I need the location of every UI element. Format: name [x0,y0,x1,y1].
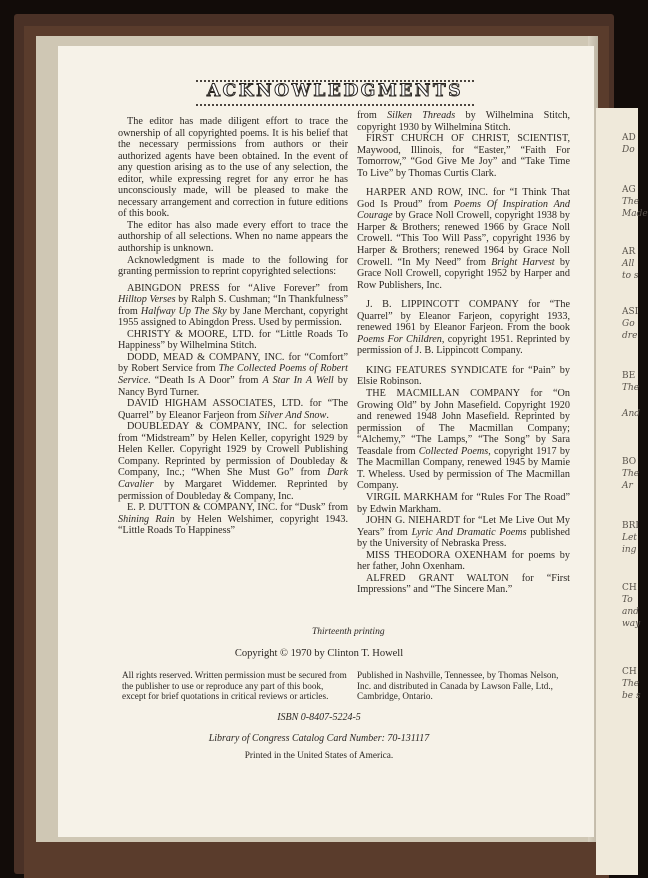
acknowledgment-entry: HARPER AND ROW, INC. for “I Think That God Is Proud” from Poems Of Inspiration And Courage by Grace Noll Crowell, copyright 1938 by Harper & Brothers; renewed 1966 by Grace Noll Crowell. “This Too Will Pass”, copyright 1936 by Harper & Brothers; renewed 1964 by Grace Noll Crowell. “In My Need” from Bright Harvest by Grace Noll Crowell, copyright 1952 by Harper and Row Publishers, Inc. [357,187,571,291]
facing-fragment: AD Do [622,133,636,155]
facing-fragment: CH The be s [622,667,641,701]
page-title: ACKNOWLEDGMENTS [206,81,464,101]
intro-paragraph: The editor has made diligent effort to trace the ownership of all copyrighted poems. It is his belief that the necessary permissions from authors or their authorized agents have been obtained. In the event of any question arising as to the use of any selection, the editor, while expressing regret for any error he has unconsciously made, will be pleased to make the necessary arrangement and correction in future editions of this book. [118,116,348,220]
facing-fragment: BO The Ar [622,457,640,491]
acknowledgment-entry: VIRGIL MARKHAM for “Rules For The Road” by Edwin Markham. [357,491,570,515]
acknowledgment-entry: DOUBLEDAY & COMPANY, INC. for selection from “Midstream” by Helen Keller, copyright 1929 by Helen Keller. Copyright 1929 by Crowell Publishing Company. Reprinted by permission of Doubleday & Company, Inc.; “When She Must Go” from Dark Cavalier by Margaret Widdemer. Reprinted by permission of Doubleday & Company, Inc. [118,421,348,502]
facing-fragment: BE The And [622,371,641,419]
acknowledgment-entry: from Silken Threads by Wilhelmina Stitch, copyright 1930 by Wilhelmina Stitch. [357,110,570,133]
catalog-number: Library of Congress Catalog Card Number: 70-131117 [208,733,430,744]
acknowledgment-entry: FIRST CHURCH OF CHRIST, SCIENTIST, Maywood, Illinois, for “Easter,” “Faith For Tomorrow,” “God Give Me Joy” and “Take Time To Live” by Thomas Curtis Clark. [357,133,570,179]
facing-fragment: AG The Made [622,185,648,219]
right-column [357,110,570,596]
facing-fragment: AR All to s [622,247,639,281]
facing-fragment: ASI Go dre [622,307,639,341]
rights-statement: All rights reserved. Written permission must be secured from the publisher to use or reproduce any part of this book, except for brief quotations in critical reviews or articles. [122,670,347,702]
publisher-statement: Published in Nashville, Tennessee, by Thomas Nelson, Inc. and distributed in Canada by Lawson Falle, Ltd., Cambridge, Ontario. [357,670,559,702]
left-column [118,116,348,537]
intro-paragraph: Acknowledgment is made to the following for granting permission to reprint copyrighted selections: [118,254,348,278]
intro-paragraph: The editor has also made every effort to trace the authorship of all selections. When no name appears the authorship is unknown. [118,219,348,255]
copyright-line: Copyright © 1970 by Clinton T. Howell [234,648,404,659]
printing-note: Thirteenth printing [312,627,385,637]
facing-fragment: BRI Let ing [622,521,639,555]
acknowledgment-entry: THE MACMILLAN COMPANY for “On Growing Old” by John Masefield. Copyright 1920 and renewed 1948 John Masefield. Reprinted by permission of The Macmillan Company; “Alchemy,” “The Lamps,” “The Song” by Sara Teasdale from Collected Poems, copyright 1917 by The Macmillan Company, renewed 1945 by Mamie T. Wheless. Used by permission of The Macmillan Company. [357,388,571,492]
facing-fragment: CH To and way [622,583,641,629]
isbn: ISBN 0-8407-5224-5 [277,712,361,723]
acknowledgment-entry: CHRISTY & MOORE, LTD. for “Little Roads To Happiness” by Wilhelmina Stitch. [118,328,348,352]
printed-in: Printed in the United States of America. [244,751,394,761]
acknowledgment-entry: DODD, MEAD & COMPANY, INC. for “Comfort” by Robert Service from The Collected Poems of Robert Service. “Death Is A Door” from A Star In A Well by Nancy Byrd Turner. [118,351,348,398]
acknowledgment-entry: J. B. LIPPINCOTT COMPANY for “The Quarrel” by Eleanor Farjeon, copyright 1933, renewed 1961 by Eleanor Farjeon. From the book Poems For Children, copyright 1951. Reprinted by permission of J. B. Lippincott Company. [357,299,570,357]
acknowledgment-entry: JOHN G. NIEHARDT for “Let Me Live Out My Years” from Lyric And Dramatic Poems published by the University of Nebraska Press. [357,515,571,550]
acknowledgment-entry: MISS THEODORA OXENHAM for poems by her father, John Oxenham. [357,549,570,573]
acknowledgment-entry: ALFRED GRANT WALTON for “First Impressions” and “The Sincere Man.” [357,572,570,596]
acknowledgment-entry: DAVID HIGHAM ASSOCIATES, LTD. for “The Quarrel” by Eleanor Farjeon from Silver And Snow. [118,398,348,421]
acknowledgment-entry: E. P. DUTTON & COMPANY, INC. for “Dusk” from Shining Rain by Helen Welshimer, copyright 1943. “Little Roads To Happiness” [118,502,348,537]
acknowledgment-entry: KING FEATURES SYNDICATE for “Pain” by Elsie Robinson. [357,364,570,388]
acknowledgment-entry: ABINGDON PRESS for “Alive Forever” from Hilltop Verses by Ralph S. Cushman; “In Thankfulness” from Halfway Up The Sky by Jane Merchant, copyright 1955 assigned to Abingdon Press. Used by permission. [118,282,348,329]
